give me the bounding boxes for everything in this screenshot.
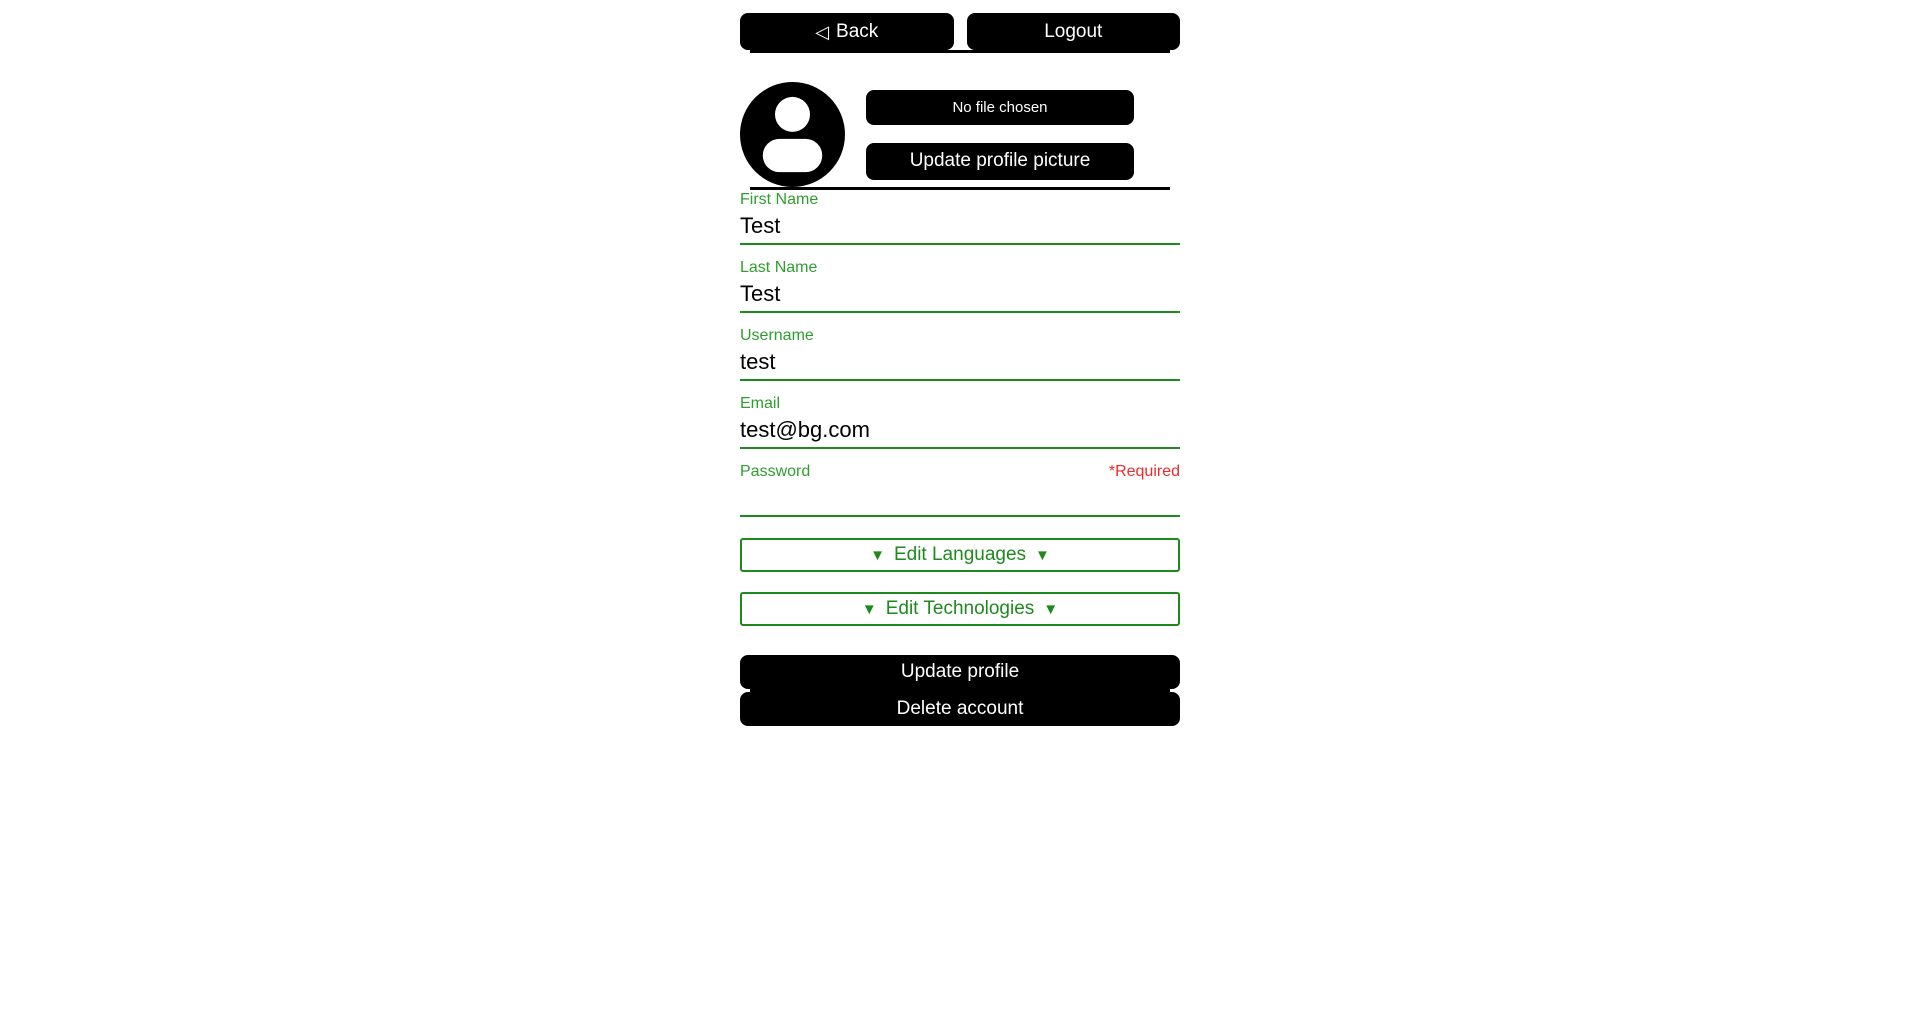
first-name-label: First Name [740,191,819,208]
edit-technologies-label: Edit Technologies [885,598,1035,619]
logout-button[interactable] [967,13,1181,50]
username-input[interactable] [740,345,1180,376]
field-first-name [740,190,1180,245]
edit-languages-label: Edit Languages [893,544,1027,565]
last-name-input[interactable] [740,277,1180,308]
edit-technologies-button[interactable] [740,592,1180,626]
profile-form [740,190,1180,689]
chevron-down-icon: ▼ [870,546,885,564]
user-avatar-icon [740,82,845,187]
email-input[interactable] [740,413,1180,444]
last-name-label: Last Name [740,259,818,276]
top-button-row [740,13,1180,50]
field-email [740,394,1180,449]
password-label-row [740,462,1180,481]
update-profile-label: Update profile [900,661,1020,682]
back-arrow-icon: ◁ [815,21,830,42]
field-last-name [740,258,1180,313]
edit-languages-button[interactable] [740,538,1180,572]
profile-picture-section [740,82,1180,187]
update-picture-button[interactable] [866,143,1134,180]
password-input[interactable] [740,481,1180,512]
file-input-label: No file chosen [952,98,1048,116]
profile-page [740,0,1180,726]
delete-account-label: Delete account [896,698,1024,719]
update-picture-label: Update profile picture [909,150,1091,171]
picture-buttons-column [866,90,1134,180]
divider-top [750,50,1170,53]
email-label: Email [740,395,781,412]
field-password [740,462,1180,517]
username-label: Username [740,327,814,344]
back-button-label: Back [836,20,879,42]
password-label: Password [740,463,811,480]
logout-button-label: Logout [1044,20,1103,42]
password-required-note: *Required [1108,463,1180,480]
field-username [740,326,1180,381]
file-input-button[interactable] [866,90,1134,125]
delete-account-button[interactable] [740,692,1180,726]
first-name-input[interactable] [740,209,1180,240]
update-profile-button[interactable] [740,655,1180,689]
back-button[interactable] [740,13,954,50]
chevron-down-icon: ▼ [861,600,877,618]
chevron-down-icon: ▼ [1035,546,1050,564]
chevron-down-icon: ▼ [1043,600,1059,618]
